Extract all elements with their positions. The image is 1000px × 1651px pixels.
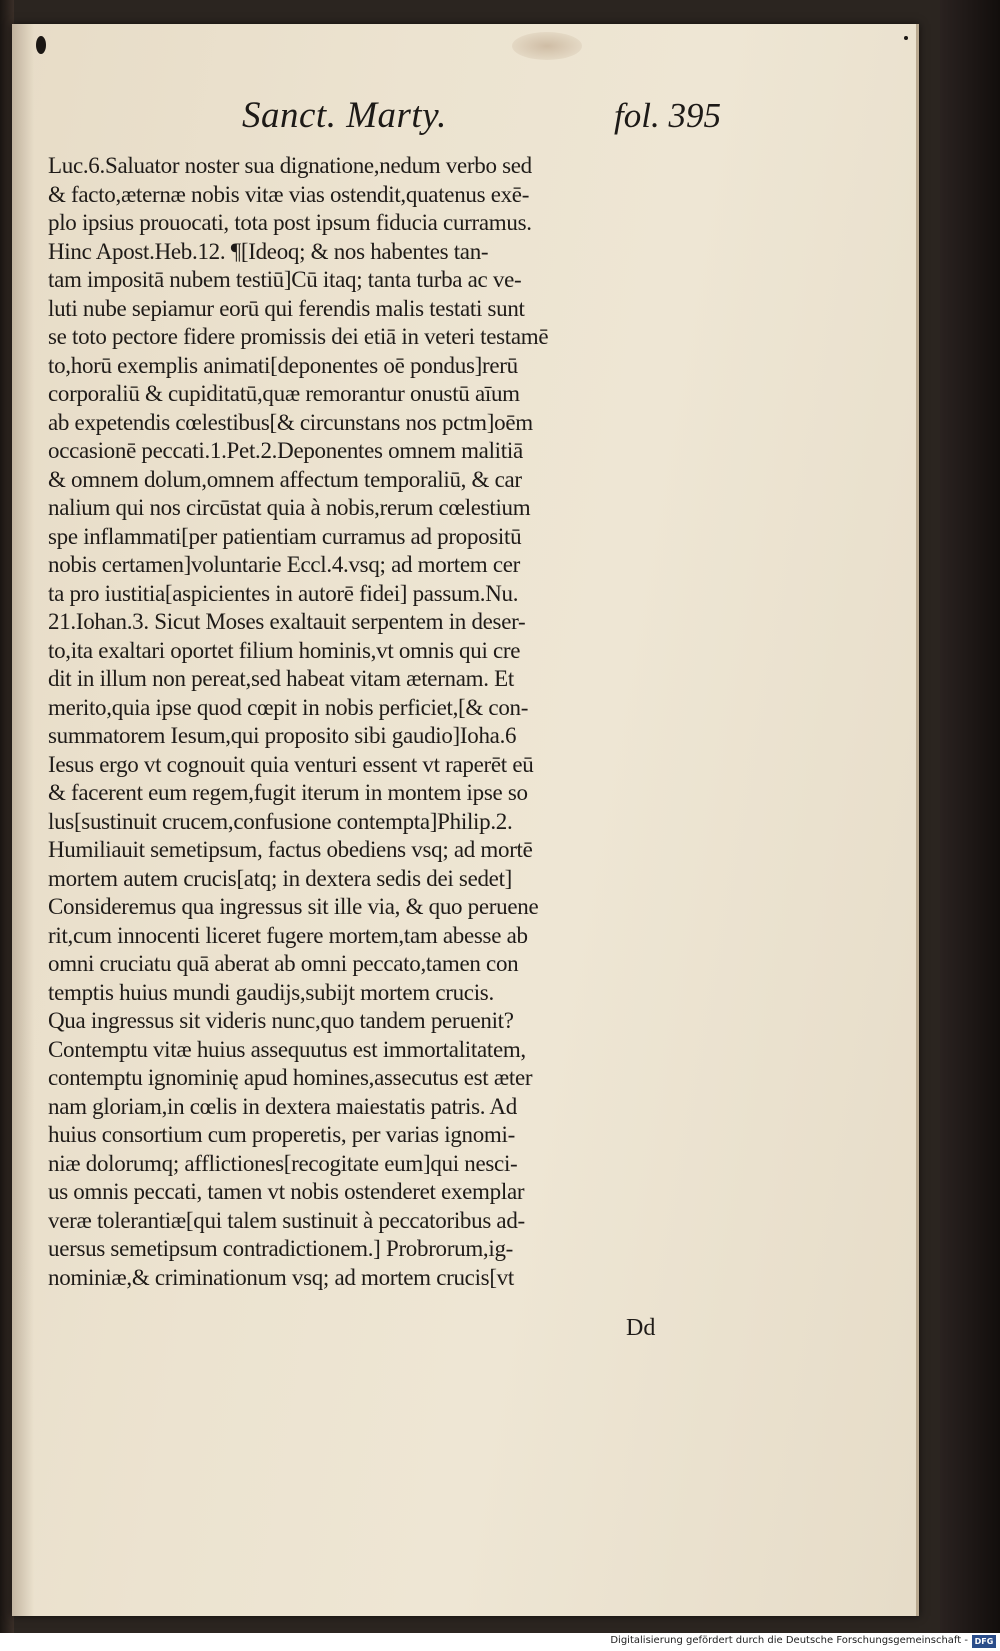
scan-background-right bbox=[940, 0, 1000, 1651]
text-line: dit in illum non pereat,sed habeat vitam æternam. Et bbox=[48, 666, 514, 691]
text-line: uersus semetipsum contradictionem.] Probrorum,ig- bbox=[48, 1236, 514, 1261]
paper-stain bbox=[512, 32, 582, 60]
text-line: to,horū exemplis animati[deponentes oē pondus]rerū bbox=[48, 352, 518, 378]
body-text bbox=[48, 152, 738, 1292]
text-line: Luc.6.Saluator noster sua dignatione,nedum verbo sed bbox=[48, 153, 532, 178]
text-line: us omnis peccati, tamen vt nobis ostenderet exemplar bbox=[48, 1179, 525, 1204]
text-line: summatorem Iesum,qui proposito sibi gaudio]Ioha.6 bbox=[48, 723, 517, 748]
text-line: merito,quia ipse quod cœpit in nobis perficiet,[& con- bbox=[48, 694, 529, 720]
text-line: & omnem dolum,omnem affectum temporaliū, & car bbox=[48, 466, 522, 492]
ink-spot-mark bbox=[36, 36, 46, 54]
text-line: & facerent eum regem,fugit iterum in montem ipse so bbox=[48, 780, 528, 805]
text-line: omni cruciatu quā aberat ab omni peccato,tamen con bbox=[48, 951, 519, 976]
text-line: & facto,æternæ nobis vitæ vias ostendit,quatenus exē- bbox=[48, 181, 530, 207]
text-line: to,ita exaltari oportet filium hominis,vt omnis qui cre bbox=[48, 637, 521, 663]
dfg-logo: DFG bbox=[972, 1635, 996, 1648]
text-line: tam impositā nubem testiū]Cū itaq; tanta turba ac ve- bbox=[48, 267, 522, 292]
text-line: Consideremus qua ingressus sit ille via, & quo peruene bbox=[48, 894, 539, 919]
text-line: nam gloriam,in cœlis in dextera maiestatis patris. Ad bbox=[48, 1093, 517, 1119]
ink-dot-mark bbox=[904, 36, 908, 40]
text-line: spe inflammati[per patientiam curramus ad propositū bbox=[48, 523, 522, 549]
text-line: lus[sustinuit crucem,confusione contempta]Philip.2. bbox=[48, 808, 513, 834]
text-line: mortem autem crucis[atq; in dextera sedis dei sedet] bbox=[48, 865, 513, 891]
text-line: huius consortium cum properetis, per varias ignomi- bbox=[48, 1122, 515, 1147]
text-line: veræ tolerantiæ[qui talem sustinuit à peccatoribus ad- bbox=[48, 1207, 525, 1233]
text-line: luti nube sepiamur eorū qui ferendis malis testati sunt bbox=[48, 295, 525, 321]
text-line: ab expetendis cœlestibus[& circunstans nos pctm]oēm bbox=[48, 409, 533, 435]
text-line: nobis certamen]voluntarie Eccl.4.vsq; ad mortem cer bbox=[48, 552, 520, 577]
text-line: plo ipsius prouocati, tota post ipsum fiducia curramus. bbox=[48, 210, 532, 235]
text-line: Contemptu vitæ huius assequutus est immortalitatem, bbox=[48, 1036, 526, 1062]
text-line: temptis huius mundi gaudijs,subijt mortem crucis. bbox=[48, 979, 494, 1005]
text-line: Qua ingressus sit videris nunc,quo tandem peruenit? bbox=[48, 1008, 514, 1033]
text-line: contemptu ignominię apud homines,assecutus est æter bbox=[48, 1065, 533, 1090]
text-line: niæ dolorumq; afflictiones[recogitate eum]qui nesci- bbox=[48, 1150, 518, 1176]
page-gutter-shadow bbox=[12, 24, 34, 1616]
text-line: Iesus ergo vt cognouit quia venturi essent vt raperēt eū bbox=[48, 751, 534, 777]
footer-bar bbox=[0, 1633, 1000, 1651]
signature-mark: Dd bbox=[626, 1315, 656, 1341]
text-line: occasionē peccati.1.Pet.2.Deponentes omnem malitiā bbox=[48, 438, 523, 463]
running-head: Sanct. Marty. bbox=[242, 95, 447, 136]
text-line: Humiliauit semetipsum, factus obediens vsq; ad mortē bbox=[48, 837, 533, 862]
text-line: corporaliū & cupiditatū,quæ remorantur onustū aīum bbox=[48, 381, 520, 406]
funding-credit: Digitalisierung gefördert durch die Deutsche Forschungsgemeinschaft - bbox=[610, 1635, 968, 1646]
text-line: ta pro iustitia[aspicientes in autorē fidei] passum.Nu. bbox=[48, 580, 519, 606]
text-line: se toto pectore fidere promissis dei etiā in veteri testamē bbox=[48, 324, 549, 349]
text-line: 21.Iohan.3. Sicut Moses exaltauit serpentem in deser- bbox=[48, 609, 526, 634]
text-line: nominiæ,& criminationum vsq; ad mortem crucis[vt bbox=[48, 1264, 514, 1290]
book-page bbox=[12, 24, 919, 1616]
text-line: Hinc Apost.Heb.12. ¶[Ideoq; & nos habentes tan- bbox=[48, 238, 489, 264]
text-line: rit,cum innocenti liceret fugere mortem,tam abesse ab bbox=[48, 922, 528, 948]
folio-number: fol. 395 bbox=[614, 96, 721, 135]
text-line: nalium qui nos circūstat quia à nobis,rerum cœlestium bbox=[48, 495, 531, 520]
